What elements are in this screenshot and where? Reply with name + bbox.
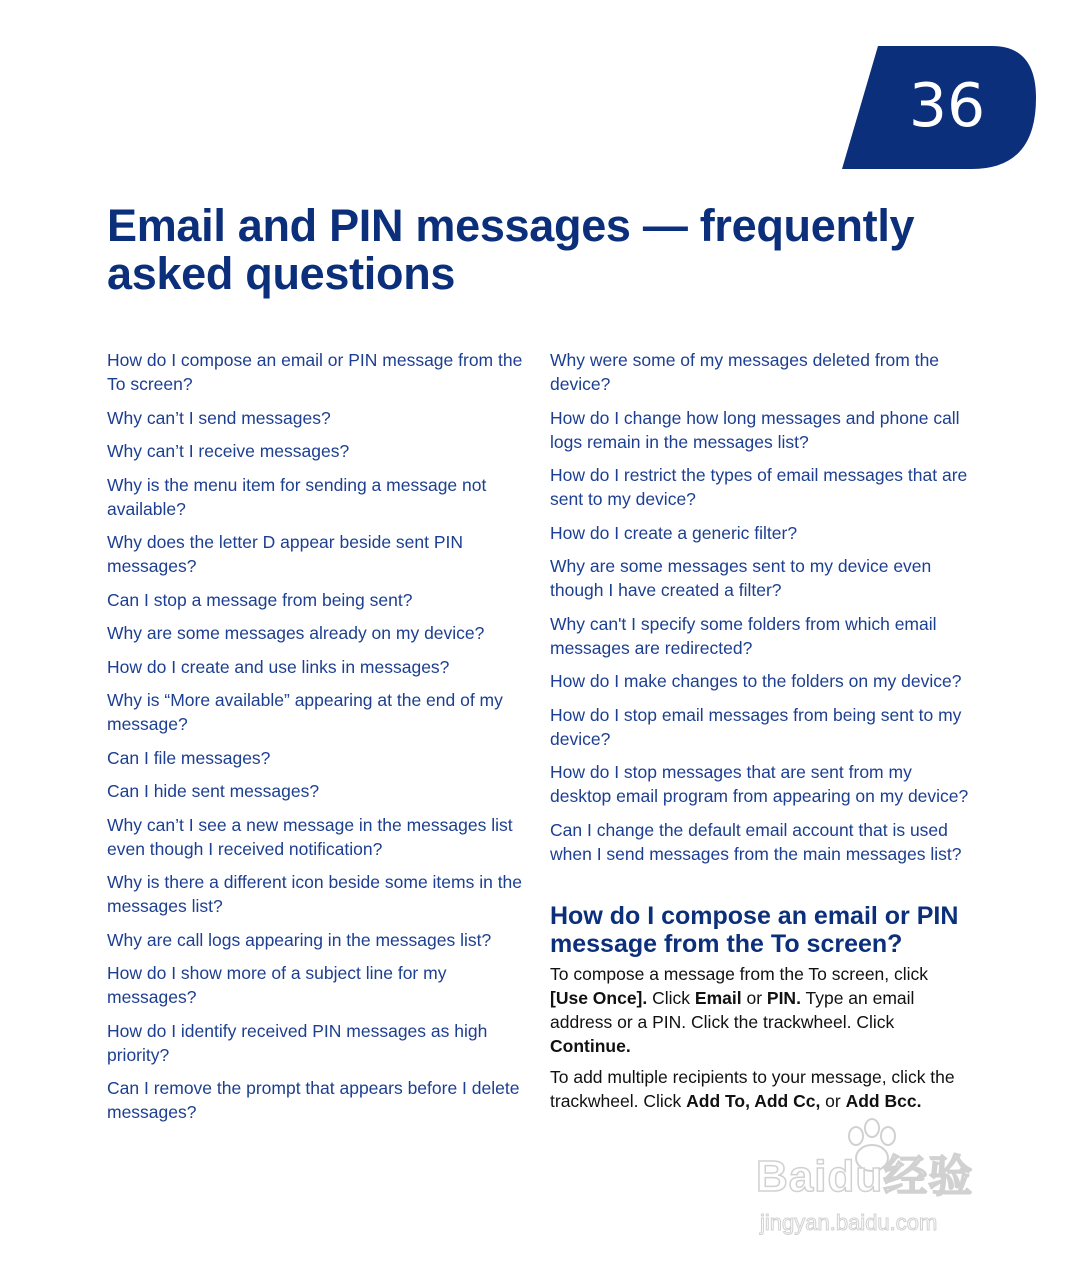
faq-link[interactable]: Can I remove the prompt that appears before I delete messages? (107, 1078, 520, 1122)
text-run: Click (647, 988, 695, 1008)
faq-link[interactable]: How do I restrict the types of email messages that are sent to my device? (550, 465, 968, 509)
faq-link[interactable]: Can I change the default email account that is used when I send messages from the main messages list? (550, 819, 962, 864)
faq-link[interactable]: How do I make changes to the folders on my device? (550, 671, 962, 691)
faq-link[interactable]: Why can’t I receive messages? (107, 441, 350, 461)
chapter-tab (842, 46, 1036, 169)
faq-link[interactable]: Why can't I specify some folders from which email messages are redirected? (550, 613, 937, 658)
bold-run: [Use Once]. (550, 988, 648, 1008)
faq-link[interactable]: Why are call logs appearing in the messages list? (107, 929, 492, 950)
faq-link[interactable]: Why can’t I see a new message in the messages list even though I received notification? (107, 814, 513, 859)
bold-run: Add To, Add Cc, (686, 1091, 821, 1111)
faq-link[interactable]: Why can’t I send messages? (107, 407, 331, 428)
watermark (756, 1118, 1004, 1242)
text-run: To compose a message from the To screen, click (550, 964, 929, 984)
faq-link[interactable]: How do I create and use links in messages? (107, 656, 450, 677)
faq-link[interactable]: Why does the letter D appear beside sent PIN messages? (107, 532, 464, 576)
answer-section (550, 902, 968, 1120)
faq-link[interactable]: How do I stop messages that are sent from my desktop email program from appearing on my device? (550, 762, 969, 806)
faq-link[interactable]: Why is “More available” appearing at the end of my message? (107, 690, 503, 734)
faq-link[interactable]: How do I show more of a subject line for my messages? (107, 963, 447, 1007)
faq-link[interactable]: How do I change how long messages and phone call logs remain in the messages list? (550, 407, 960, 452)
page-title: Email and PIN messages — frequently asked questions (107, 200, 915, 299)
text-run: or (820, 1091, 846, 1111)
faq-link[interactable]: Why are some messages already on my device? (107, 623, 485, 643)
bold-run: Add Bcc. (845, 1091, 922, 1111)
faq-list-left (107, 348, 527, 1134)
faq-link[interactable]: Why is there a different icon beside some items in the messages list? (107, 872, 523, 916)
answer-paragraph-1 (550, 962, 968, 1058)
faq-link[interactable]: Why is the menu item for sending a message not available? (107, 474, 487, 519)
watermark-brand: Baidu经验 (756, 1152, 974, 1201)
watermark-url: jingyan.baidu.com (760, 1210, 938, 1235)
faq-link[interactable]: How do I compose an email or PIN message from the To screen? (107, 350, 523, 394)
faq-link[interactable]: How do I identify received PIN messages as high priority? (107, 1020, 488, 1065)
bold-run: Email (694, 988, 742, 1008)
answer-paragraph-2 (550, 1065, 968, 1113)
faq-link[interactable]: Can I stop a message from being sent? (107, 589, 413, 610)
section-heading: How do I compose an email or PIN message from the To screen? (550, 902, 959, 958)
text-run: Type an email address or a PIN. Click the trackwheel. Click (550, 988, 915, 1032)
faq-link[interactable]: Why are some messages sent to my device even though I have created a filter? (550, 556, 932, 600)
faq-list-right (550, 348, 970, 875)
text-run: To add multiple recipients to your message, click the trackwheel. Click (550, 1067, 955, 1111)
bold-run: Continue. (550, 1036, 631, 1056)
faq-link[interactable]: Why were some of my messages deleted from the device? (550, 350, 940, 394)
text-run: or (741, 988, 767, 1008)
chapter-number: 36 (908, 71, 986, 141)
faq-link[interactable]: How do I create a generic filter? (550, 522, 798, 543)
faq-link[interactable]: How do I stop email messages from being sent to my device? (550, 704, 962, 749)
bold-run: PIN. (766, 988, 801, 1008)
faq-link[interactable]: Can I hide sent messages? (107, 781, 320, 801)
faq-link[interactable]: Can I file messages? (107, 747, 271, 768)
